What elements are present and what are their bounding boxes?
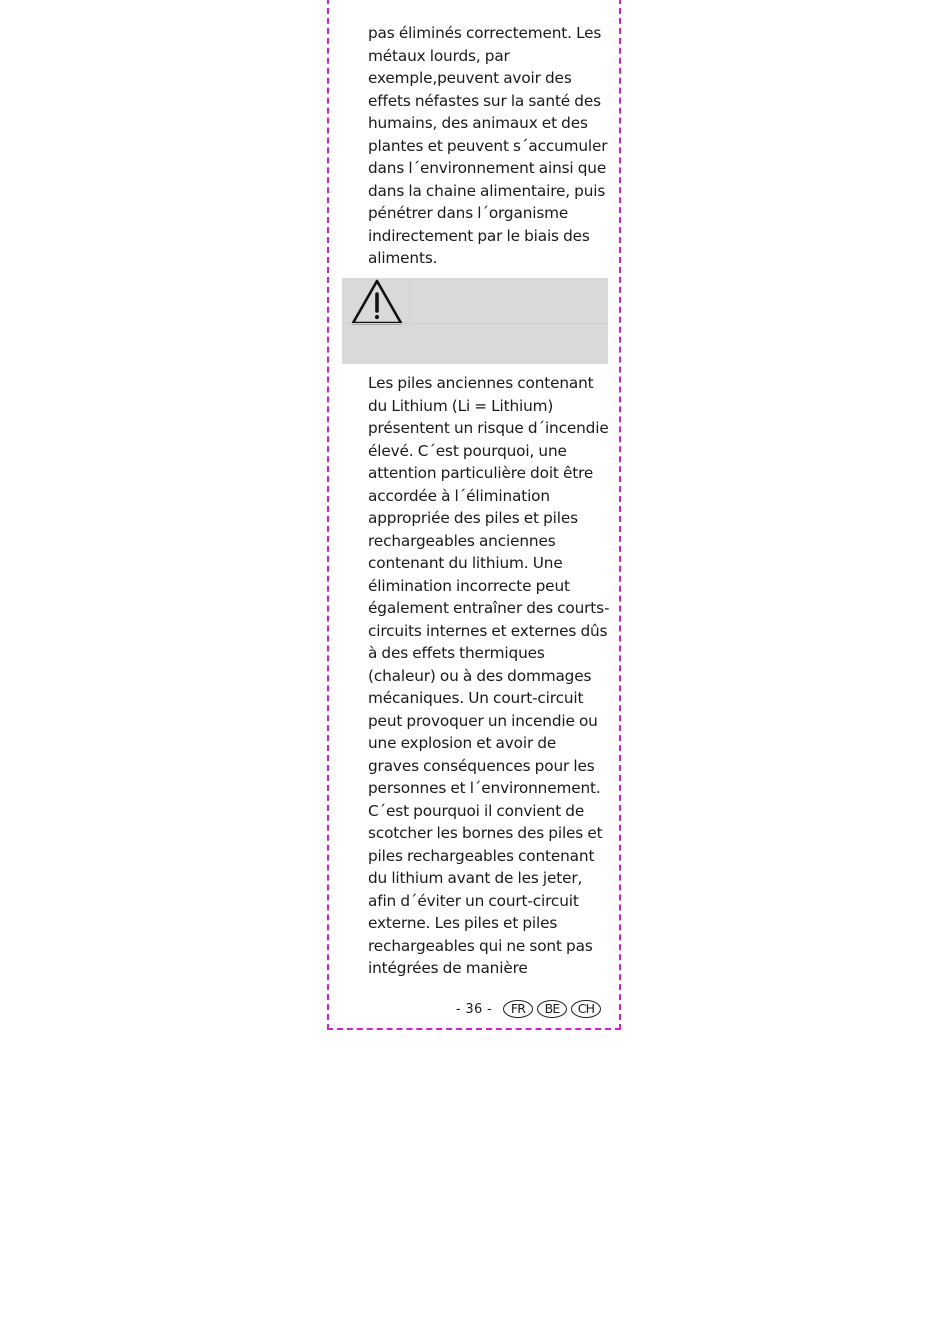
- text-line: humains, des animaux et des: [368, 114, 588, 132]
- text-line: effets néfastes sur la santé des: [368, 91, 601, 110]
- disposal-paragraph: [368, 22, 613, 270]
- text-line: graves conséquences pour les: [368, 756, 595, 775]
- text-line: intégrées de manière: [368, 959, 528, 977]
- lithium-warning-paragraph: [368, 372, 613, 980]
- text-line: scotcher les bornes des piles et: [368, 824, 603, 842]
- text-line: également entraîner des courts-: [368, 599, 610, 617]
- text-line: peut provoquer un incendie ou: [368, 711, 598, 730]
- text-line: attention particulière doit être: [368, 464, 594, 482]
- page-number: - 36 -: [456, 1001, 492, 1017]
- text-line: afin d´éviter un court-circuit: [368, 891, 579, 910]
- text-line: dans l´environnement ainsi que: [368, 159, 607, 177]
- country-badge-fr: FR: [503, 1000, 533, 1018]
- text-line: appropriée des piles et piles: [368, 509, 578, 527]
- warning-box: [342, 278, 608, 364]
- text-line: mécaniques. Un court-circuit: [368, 689, 584, 707]
- text-line: pas éliminés correctement. Les: [368, 24, 602, 42]
- text-line: aliments.: [368, 249, 438, 267]
- text-line: à des effets thermiques: [368, 644, 545, 662]
- text-line: contenant du lithium. Une: [368, 554, 563, 572]
- text-line: plantes et peuvent s´accumuler: [368, 136, 608, 155]
- text-line: externe. Les piles et piles: [368, 914, 558, 932]
- text-line: indirectement par le biais des: [368, 226, 590, 245]
- warning-triangle-icon: [350, 278, 404, 326]
- text-line: C´est pourquoi il convient de: [368, 801, 585, 820]
- text-line: rechargeables anciennes: [368, 531, 556, 550]
- text-line: pénétrer dans l´organisme: [368, 204, 569, 222]
- country-badge-be: BE: [537, 1000, 567, 1018]
- text-line: du lithium avant de les jeter,: [368, 869, 583, 887]
- text-line: une explosion et avoir de: [368, 734, 557, 752]
- text-line: élevé. C´est pourquoi, une: [368, 441, 567, 460]
- text-line: piles rechargeables contenant: [368, 846, 595, 865]
- text-line: élimination incorrecte peut: [368, 576, 570, 595]
- text-line: rechargeables qui ne sont pas: [368, 936, 593, 955]
- text-line: du Lithium (Li = Lithium): [368, 396, 554, 415]
- text-line: personnes et l´environnement.: [368, 779, 601, 797]
- text-line: (chaleur) ou à des dommages: [368, 666, 592, 685]
- text-line: circuits internes et externes dûs: [368, 621, 608, 640]
- text-line: métaux lourds, par: [368, 46, 510, 65]
- text-line: exemple,peuvent avoir des: [368, 69, 572, 87]
- text-line: Les piles anciennes contenant: [368, 374, 594, 392]
- warning-divider: [342, 323, 608, 324]
- country-badge-ch: CH: [571, 1000, 601, 1018]
- text-line: présentent un risque d´incendie: [368, 419, 609, 437]
- text-line: accordée à l´élimination: [368, 486, 550, 505]
- warning-icon-cell: [342, 278, 409, 323]
- text-line: dans la chaine alimentaire, puis: [368, 181, 606, 200]
- warning-divider: [409, 278, 410, 323]
- page-footer: [456, 998, 605, 1020]
